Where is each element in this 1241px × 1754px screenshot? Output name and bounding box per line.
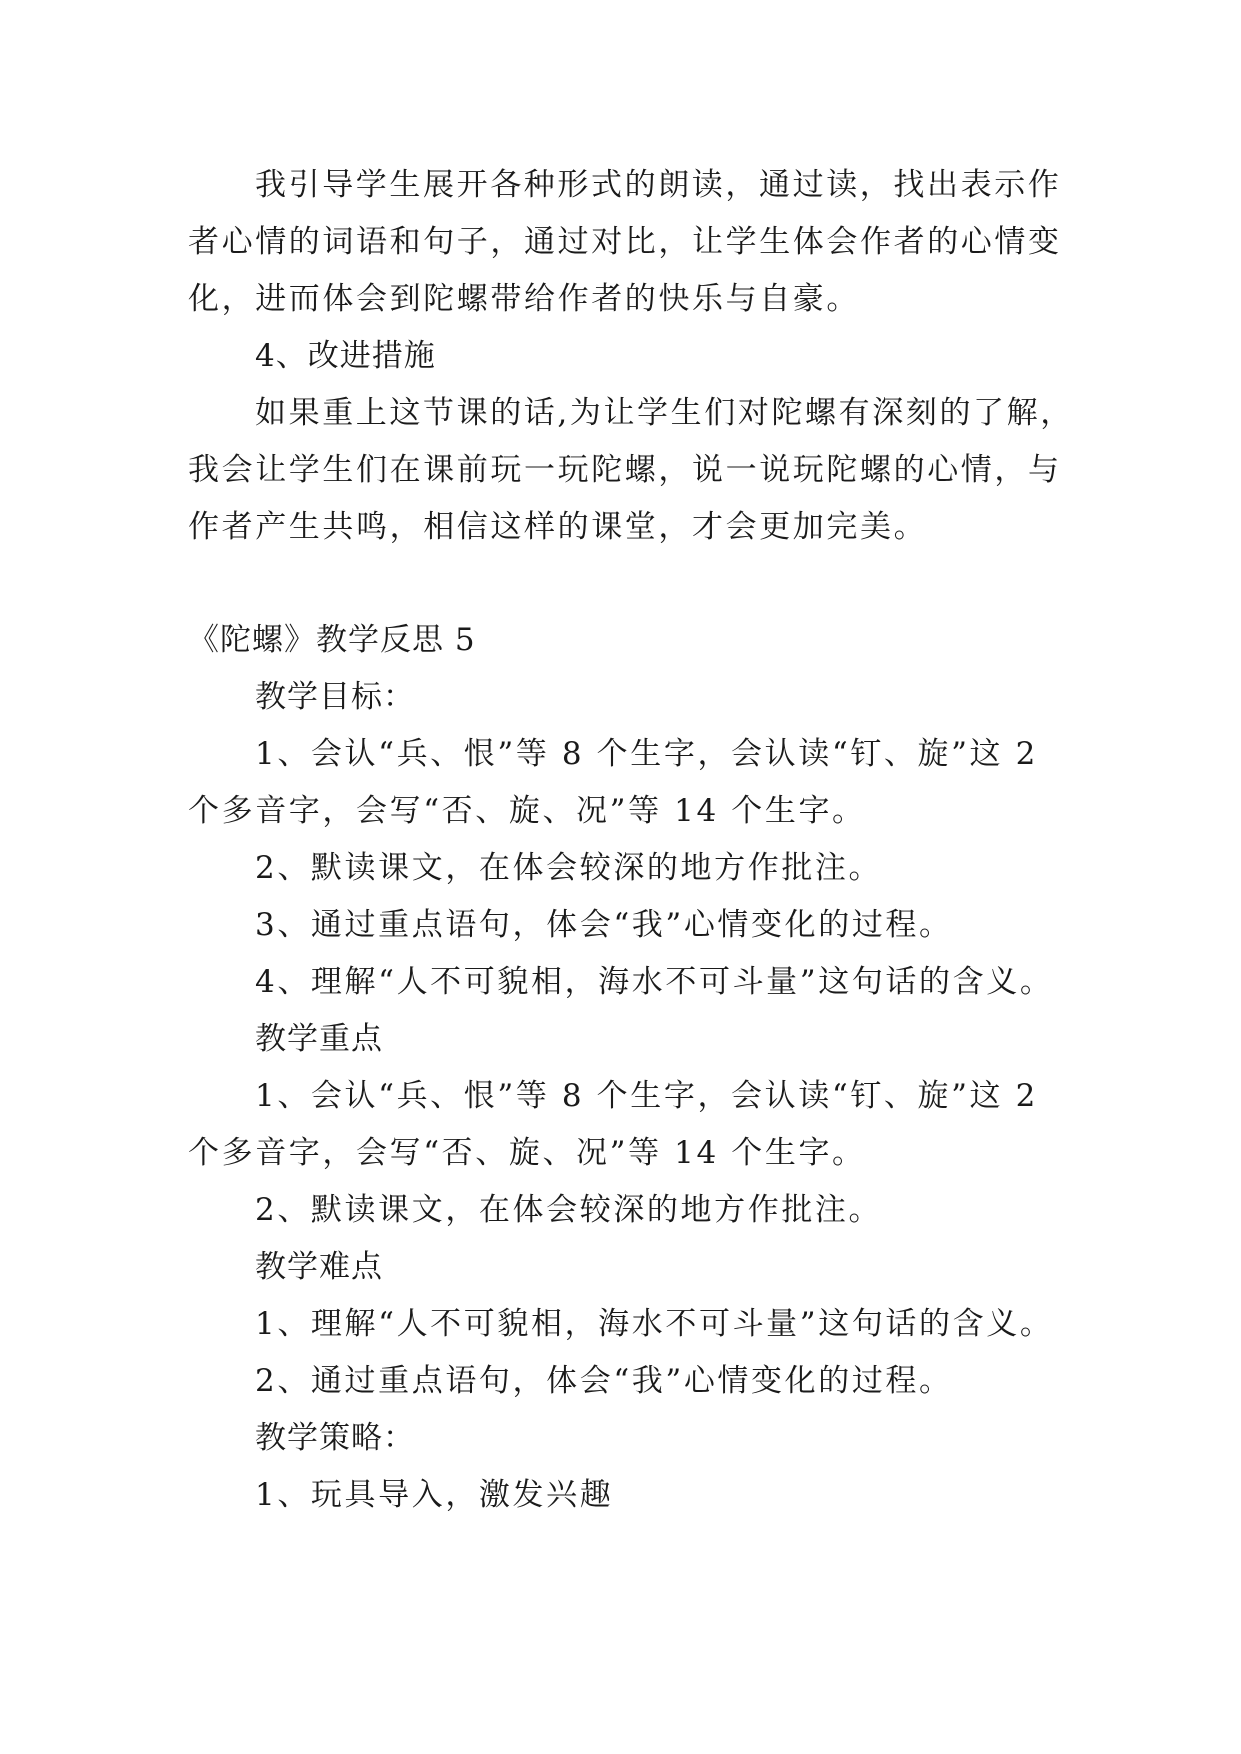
paragraph-line: 作者产生共鸣，相信这样的课堂，才会更加完美。 [188, 509, 928, 545]
goal-line: 4、理解“人不可貌相，海水不可斗量”这句话的含义。 [255, 964, 1054, 1000]
difficulty-line: 1、理解“人不可貌相，海水不可斗量”这句话的含义。 [255, 1306, 1054, 1342]
paragraph-line: 我会让学生们在课前玩一玩陀螺，说一说玩陀螺的心情，与 [188, 452, 1062, 488]
goal-line: 2、默读课文，在体会较深的地方作批注。 [255, 850, 883, 886]
goals-title: 教学目标： [255, 679, 415, 715]
key-line: 个多音字，会写“否、旋、况”等 14 个生字。 [188, 1135, 866, 1171]
item-title: 4、改进措施 [255, 338, 436, 374]
key-title: 教学重点 [255, 1021, 383, 1057]
paragraph-line: 如果重上这节课的话,为让学生们对陀螺有深刻的了解， [255, 395, 1074, 431]
strategy-title: 教学策略： [255, 1420, 415, 1456]
key-line: 1、会认“兵、恨”等 8 个生字，会认读“钉、旋”这 2 [255, 1078, 1038, 1114]
strategy-line: 1、玩具导入，激发兴趣 [255, 1477, 614, 1513]
goal-line: 3、通过重点语句，体会“我”心情变化的过程。 [255, 907, 953, 943]
difficulty-line: 2、通过重点语句，体会“我”心情变化的过程。 [255, 1363, 953, 1399]
key-line: 2、默读课文，在体会较深的地方作批注。 [255, 1192, 883, 1228]
goal-line: 1、会认“兵、恨”等 8 个生字，会认读“钉、旋”这 2 [255, 736, 1038, 772]
difficulty-title: 教学难点 [255, 1249, 383, 1285]
section-title: 《陀螺》教学反思 5 [188, 622, 476, 658]
paragraph-line: 化，进而体会到陀螺带给作者的快乐与自豪。 [188, 281, 860, 317]
paragraph-line: 者心情的词语和句子，通过对比，让学生体会作者的心情变 [188, 224, 1062, 260]
goal-line: 个多音字，会写“否、旋、况”等 14 个生字。 [188, 793, 866, 829]
paragraph-line: 我引导学生展开各种形式的朗读，通过读，找出表示作 [255, 167, 1062, 203]
